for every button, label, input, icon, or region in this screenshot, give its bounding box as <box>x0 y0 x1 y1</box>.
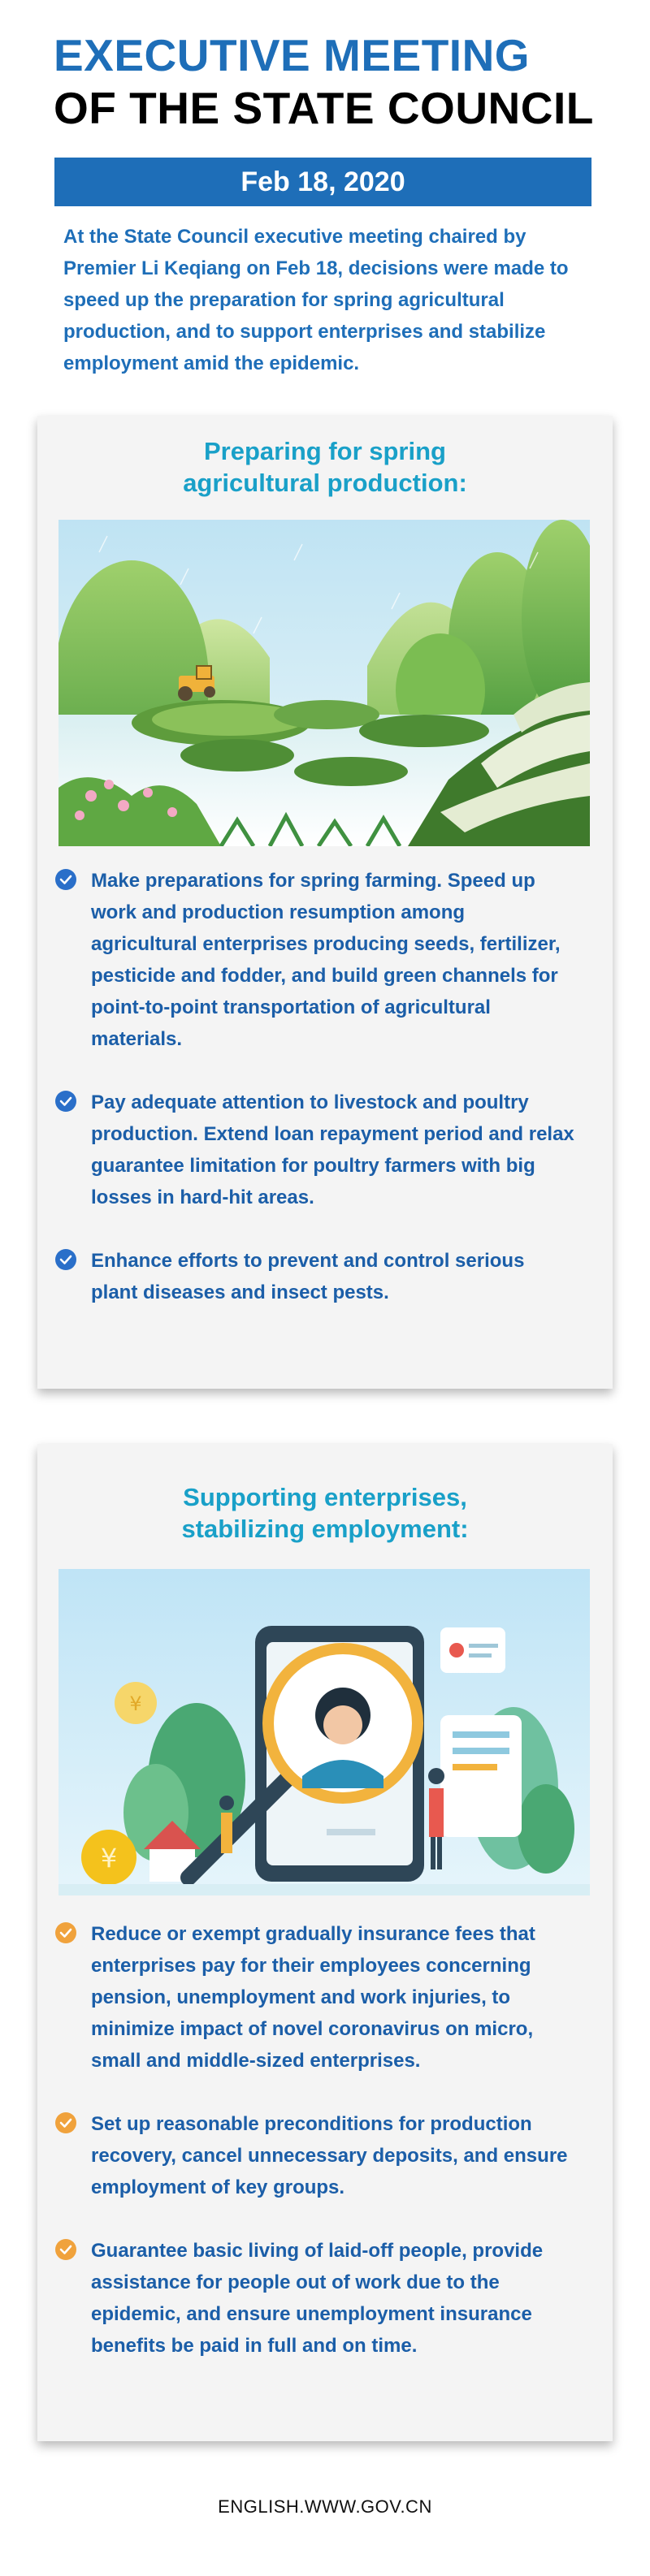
check-icon <box>55 869 76 890</box>
section-title <box>37 1481 613 1545</box>
check-icon <box>55 2112 76 2133</box>
employment-section-card <box>37 1444 613 2441</box>
section-title-line-1: Supporting enterprises, <box>183 1483 467 1511</box>
svg-text:¥: ¥ <box>100 1843 118 1874</box>
list-item <box>55 2108 575 2203</box>
list-item-text: Guarantee basic living of laid-off people, provide assistance for people out of work due to the epidemic, and ensure unemployment insurance benefits be paid in full and on time. <box>91 2240 544 2357</box>
list-item-text: Make preparations for spring farming. Speed up work and production resumption among agricultural enterprises producing seeds, fertilizer, pesticide and fodder, and build green channels for point-to-point transportation of agricultural materials. <box>91 870 561 1050</box>
section-title <box>37 435 613 499</box>
section-title-line-1: Preparing for spring <box>204 437 446 465</box>
svg-text:¥: ¥ <box>129 1692 142 1715</box>
check-icon <box>55 1922 76 1943</box>
meeting-date: Feb 18, 2020 <box>240 166 405 197</box>
list-item <box>55 1245 575 1308</box>
list-item <box>55 1918 575 2077</box>
intro-paragraph: At the State Council executive meeting chaired by Premier Li Keqiang on Feb 18, decisions were made to speed up the preparation for spring agricultural production, and to support enterprises and stabilize employment amid the epidemic. <box>63 226 569 374</box>
farm-terraces-illustration <box>58 520 590 846</box>
agriculture-section-card <box>37 416 613 1389</box>
date-banner <box>54 158 592 206</box>
list-item-text: Enhance efforts to prevent and control serious plant diseases and insect pests. <box>91 1250 525 1303</box>
list-item <box>55 2235 575 2362</box>
list-item <box>55 865 575 1055</box>
title-line-1: EXECUTIVE MEETING <box>54 30 531 80</box>
check-icon <box>55 1249 76 1270</box>
footer-url[interactable]: ENGLISH.WWW.GOV.CN <box>218 2496 432 2517</box>
section-title-line-2: stabilizing employment: <box>181 1515 469 1543</box>
title-line-2: OF THE STATE COUNCIL <box>54 83 594 133</box>
list-item-text: Reduce or exempt gradually insurance fees that enterprises pay for their employees concerning pension, unemployment and work injuries, to minimize impact of novel coronavirus on micro, small and middle-sized enterprises. <box>91 1923 535 2072</box>
check-icon <box>55 2239 76 2260</box>
list-item-text: Set up reasonable preconditions for production recovery, cancel unnecessary deposits, and ensure employment of key groups. <box>91 2113 568 2198</box>
list-item <box>55 1087 575 1213</box>
job-search-phone-illustration <box>58 1569 590 1895</box>
check-icon <box>55 1091 76 1112</box>
section-title-line-2: agricultural production: <box>183 469 467 497</box>
list-item-text: Pay adequate attention to livestock and poultry production. Extend loan repayment period and relax guarantee limitation for poultry farmers with big losses in hard-hit areas. <box>91 1091 574 1208</box>
